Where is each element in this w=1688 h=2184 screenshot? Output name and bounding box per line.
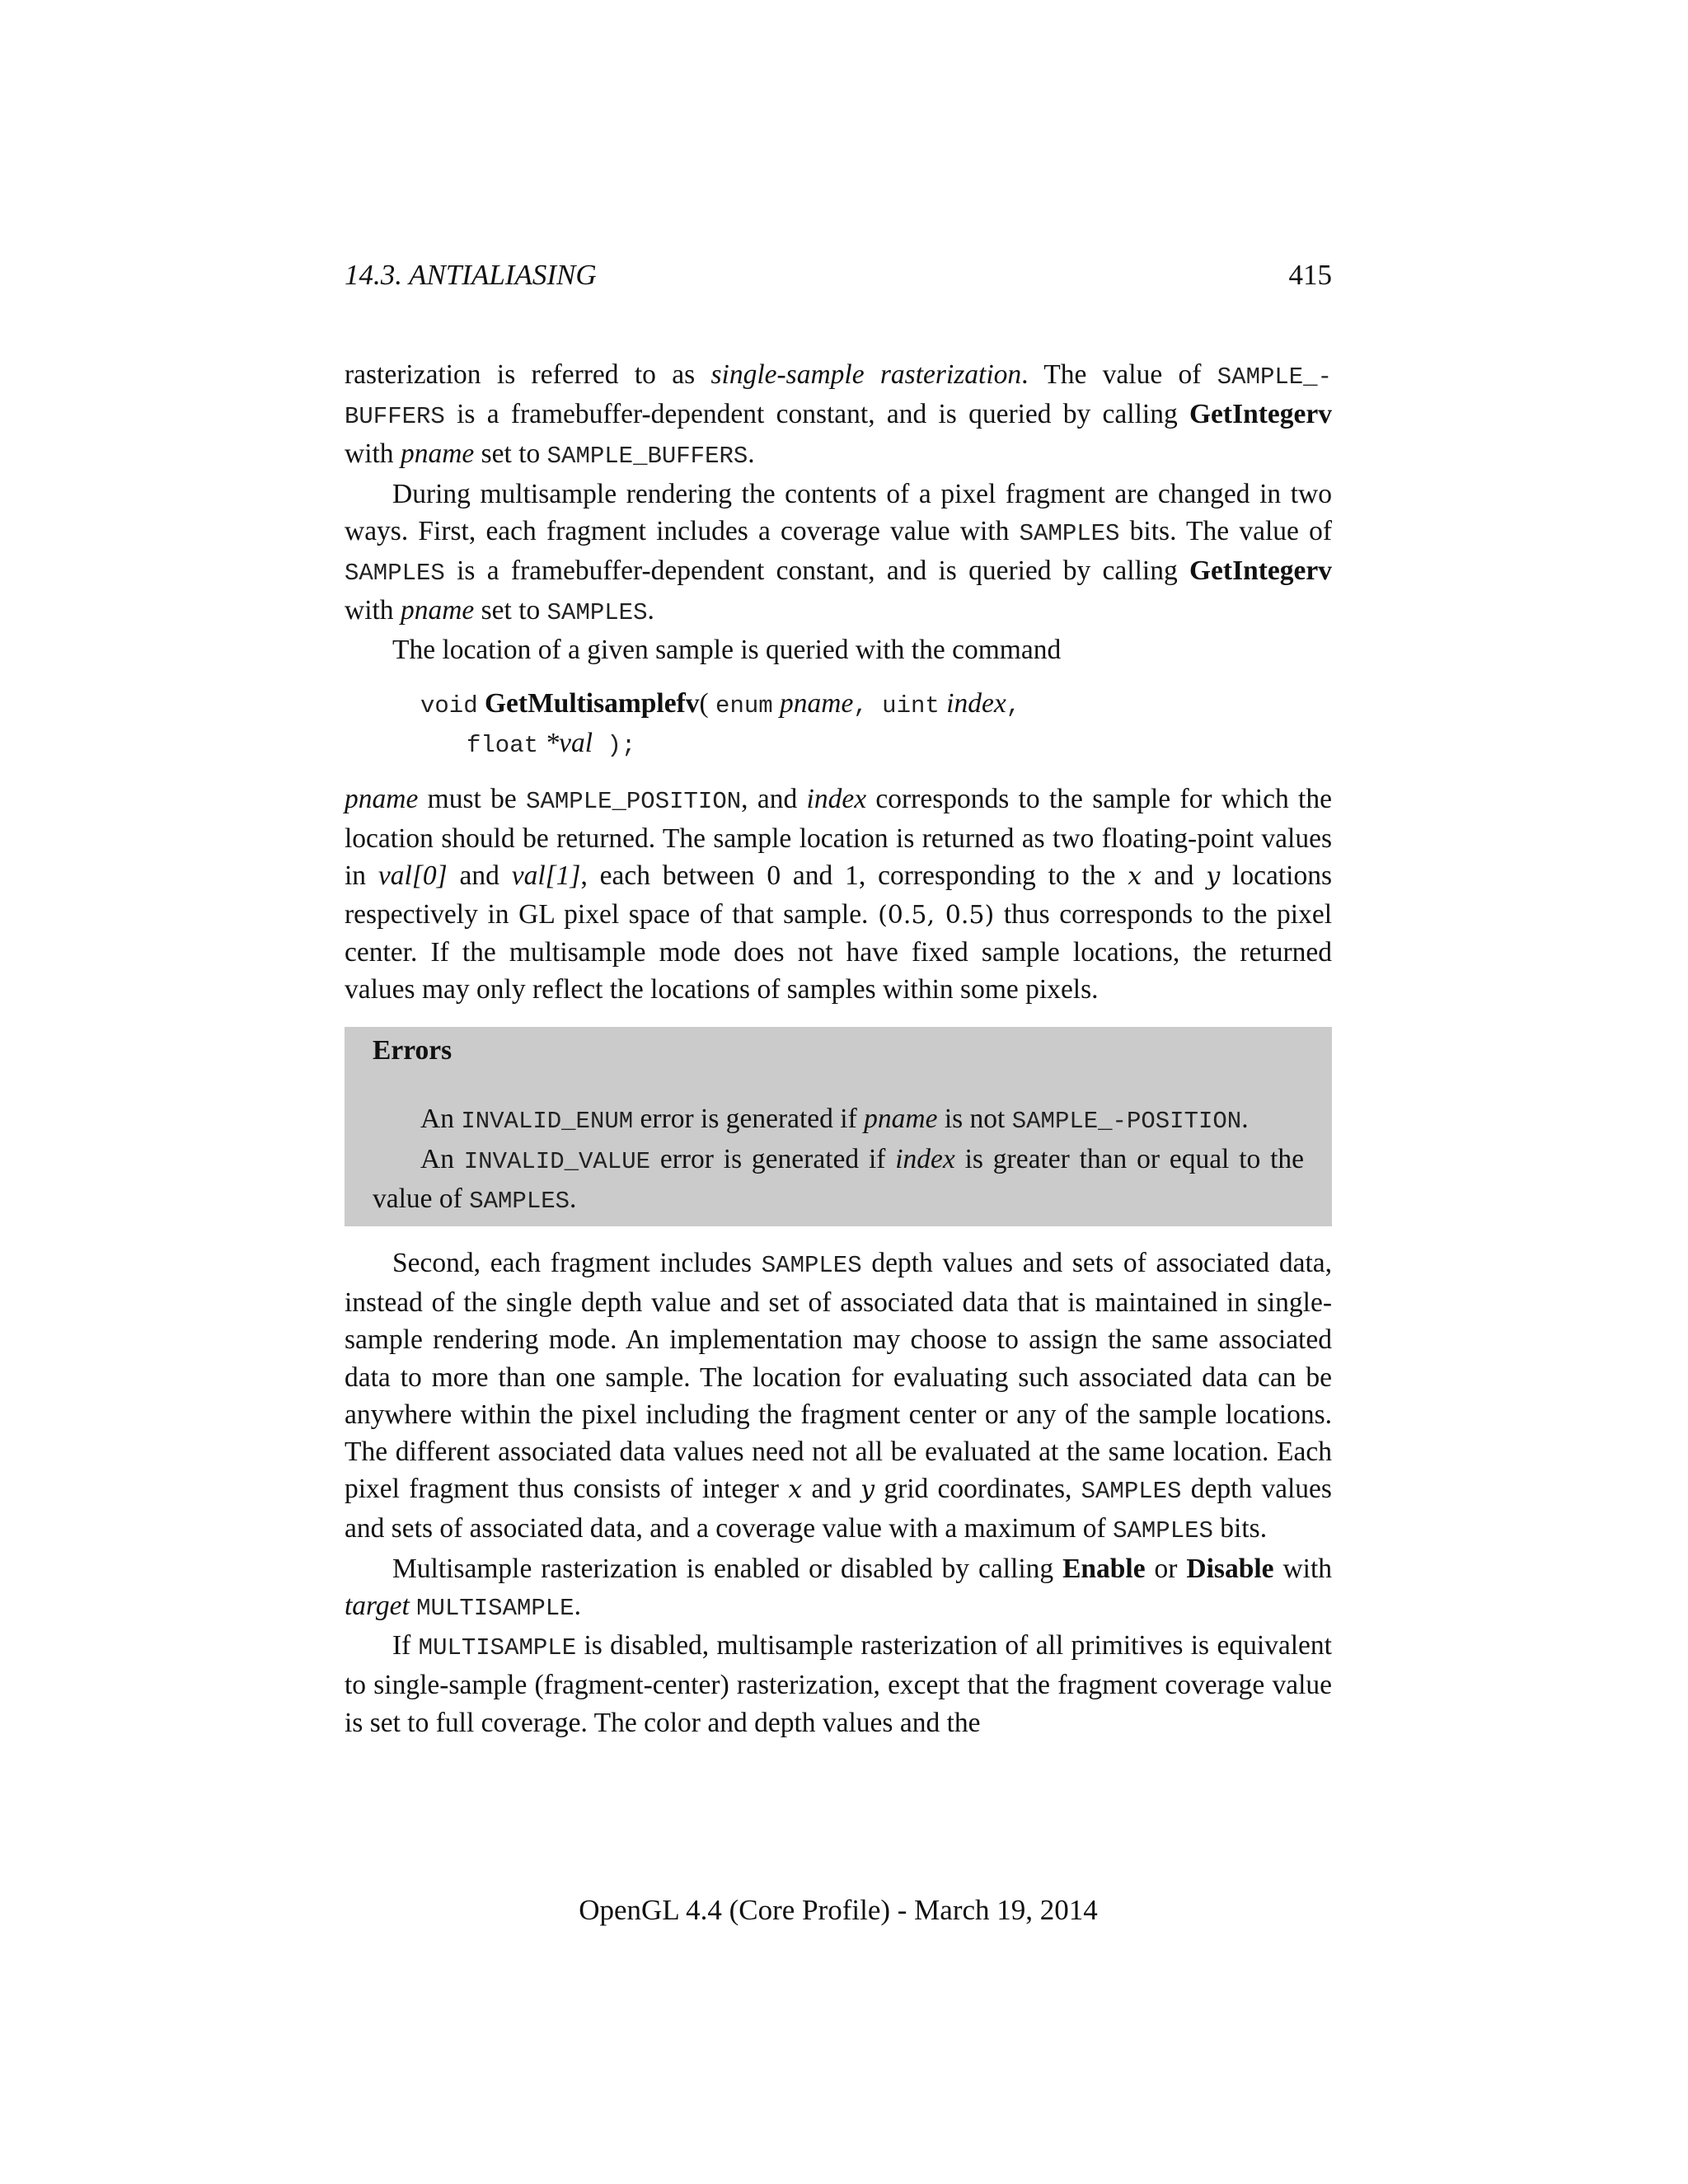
page-body: [345, 356, 1332, 1741]
errors-box: [345, 1027, 1332, 1226]
command-getintegerv: GetIntegerv: [1189, 399, 1332, 430]
section-title: 14.3. ANTIALIASING: [345, 259, 597, 291]
running-header: [345, 257, 1332, 293]
paragraph-1: rasterization is referred to as single-sample rasterization. The value of SAMPLE_-BUFFERS is a framebuffer-dependent constant, and is queried by calling GetIntegerv with pname set to SAMPLE_BUFFERS.: [345, 359, 1332, 471]
token-sample-buffers: SAMPLE_-BUFFERS: [345, 363, 1332, 431]
paragraph-2: During multisample rendering the contents of a pixel fragment are changed in two ways. First, each fragment includes a coverage value with SAMPLES bits. The value of SAMPLES is a framebuffer-dependent constant, and is queried by calling GetIntegerv with pname set to SAMPLES.: [345, 478, 1332, 627]
paragraph-5: Second, each fragment includes SAMPLES depth values and sets of associated data, instead of the single depth value and set of associated data that is maintained in single-sample rendering mode. An implementation may choose to assign the same associated data to more than one sample. The location for evaluating such associated data can be anywhere within the pixel including the fragment center or any of the sample locations. The different associated data values need not all be evaluated at the same location. Each pixel fragment thus consists of integer x and y grid coordinates, SAMPLES depth values and sets of associated data, and a coverage value with a maximum of SAMPLES bits.: [345, 1248, 1332, 1545]
term-single-sample-rasterization: single-sample rasterization: [710, 359, 1022, 390]
error-invalid-enum: An INVALID_ENUM error is generated if pname is not SAMPLE_-POSITION.: [420, 1104, 1249, 1136]
paragraph-6: Multisample rasterization is enabled or disabled by calling Enable or Disable with target MULTISAMPLE.: [345, 1553, 1333, 1622]
paragraph-3: The location of a given sample is queried with the command: [392, 635, 1062, 666]
page-footer: OpenGL 4.4 (Core Profile) - March 19, 2014: [579, 1894, 1098, 1926]
page-number: 415: [1288, 259, 1332, 291]
function-signature: void GetMultisamplefv( enum pname, uint index, float *val );: [420, 687, 1021, 759]
error-invalid-value: An INVALID_VALUE error is generated if index is greater than or equal to the value of SAMPLES.: [373, 1143, 1304, 1215]
paragraph-4: pname must be SAMPLE_POSITION, and index corresponds to the sample for which the location should be returned. The sample location is returned as two floating-point values in val[0] and val[1], each between 0 and 1, corresponding to the x and y locations respectively in GL pixel space of that sample. (0.5, 0.5) thus corresponds to the pixel center. If the multisample mode does not have fixed sample locations, the returned values may only reflect the locations of samples within some pixels.: [345, 784, 1333, 1005]
function-name: GetMultisamplefv: [485, 687, 700, 719]
errors-title: Errors: [373, 1035, 452, 1066]
paragraph-7: If MULTISAMPLE is disabled, multisample rasterization of all primitives is equivalent to single-sample (fragment-center) rasterization, except that the fragment coverage value is set to full coverage. The color and depth values and the: [345, 1630, 1332, 1738]
